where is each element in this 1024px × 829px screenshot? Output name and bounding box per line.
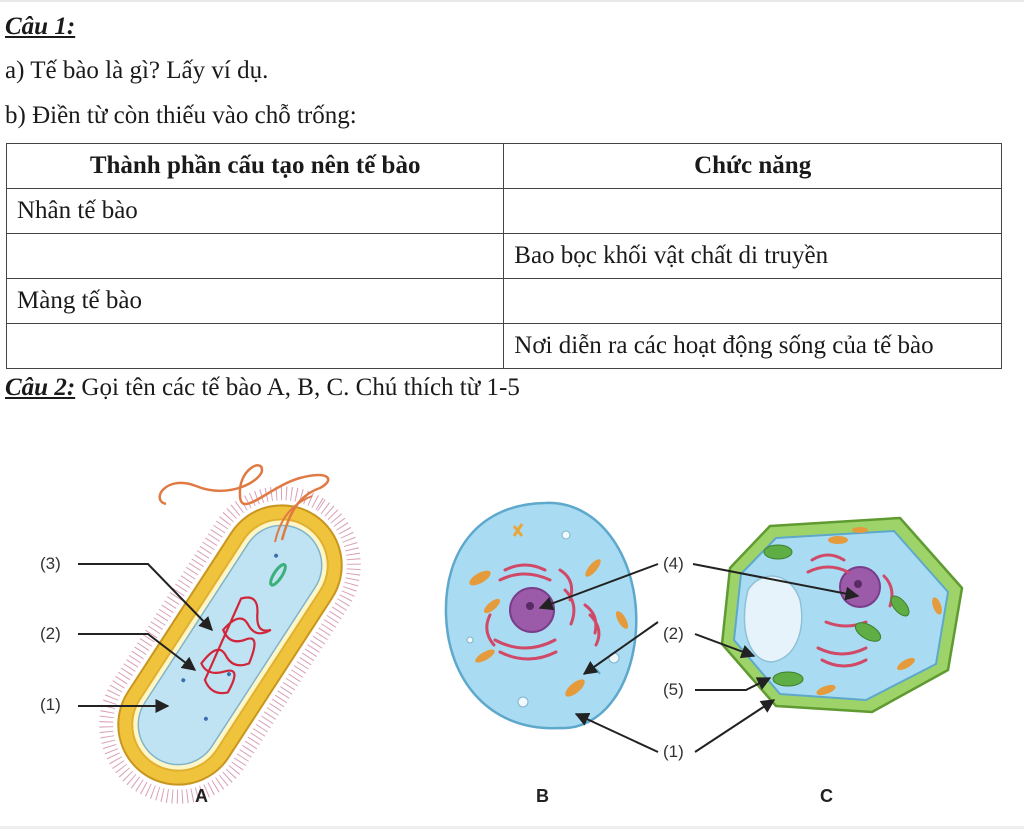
bacterial-cell-a [79, 465, 382, 824]
table-cell [7, 234, 504, 279]
table-row [7, 324, 1002, 369]
top-border [0, 0, 1024, 2]
cell-b-caption: B [536, 786, 549, 806]
cell-c-label-5: (5) [663, 680, 684, 699]
table-header-row [7, 144, 1002, 189]
fill-in-table [6, 143, 1002, 369]
table-header-function: Chức năng [504, 144, 1002, 189]
cell-a-label-1: (1) [40, 695, 61, 714]
question-1-heading: Câu 1: [5, 13, 76, 40]
table-row [7, 279, 1002, 324]
cell-a-label-3: (3) [40, 554, 61, 573]
cell-c-label-1: (1) [663, 742, 684, 761]
question-1-part-b: b) Điền từ còn thiếu vào chỗ trống: [5, 102, 357, 129]
table-cell [504, 279, 1002, 324]
table-cell [504, 189, 1002, 234]
cell-a-label-2: (2) [40, 624, 61, 643]
cell-c-caption: C [820, 786, 833, 806]
table-row [7, 189, 1002, 234]
question-2-text: Gọi tên các tế bào A, B, C. Chú thích từ 1-5 [75, 374, 520, 401]
cell-diagrams-figure [0, 400, 1024, 826]
table-cell [7, 324, 504, 369]
table-cell: Bao bọc khối vật chất di truyền [504, 234, 1002, 279]
table-cell: Nhân tế bào [7, 189, 504, 234]
table-cell: Nơi diễn ra các hoạt động sống của tế bào [504, 324, 1002, 369]
table-header-component: Thành phần cấu tạo nên tế bào [7, 144, 504, 189]
cell-a-caption: A [195, 786, 208, 806]
table-row [7, 234, 1002, 279]
animal-cell-b [446, 503, 636, 728]
cell-c-label-2: (2) [663, 624, 684, 643]
question-2-heading: Câu 2: [5, 374, 76, 401]
question-2-line [5, 373, 520, 403]
question-1-part-a: a) Tế bào là gì? Lấy ví dụ. [5, 57, 269, 84]
table-cell: Màng tế bào [7, 279, 504, 324]
cell-c-label-4: (4) [663, 554, 684, 573]
